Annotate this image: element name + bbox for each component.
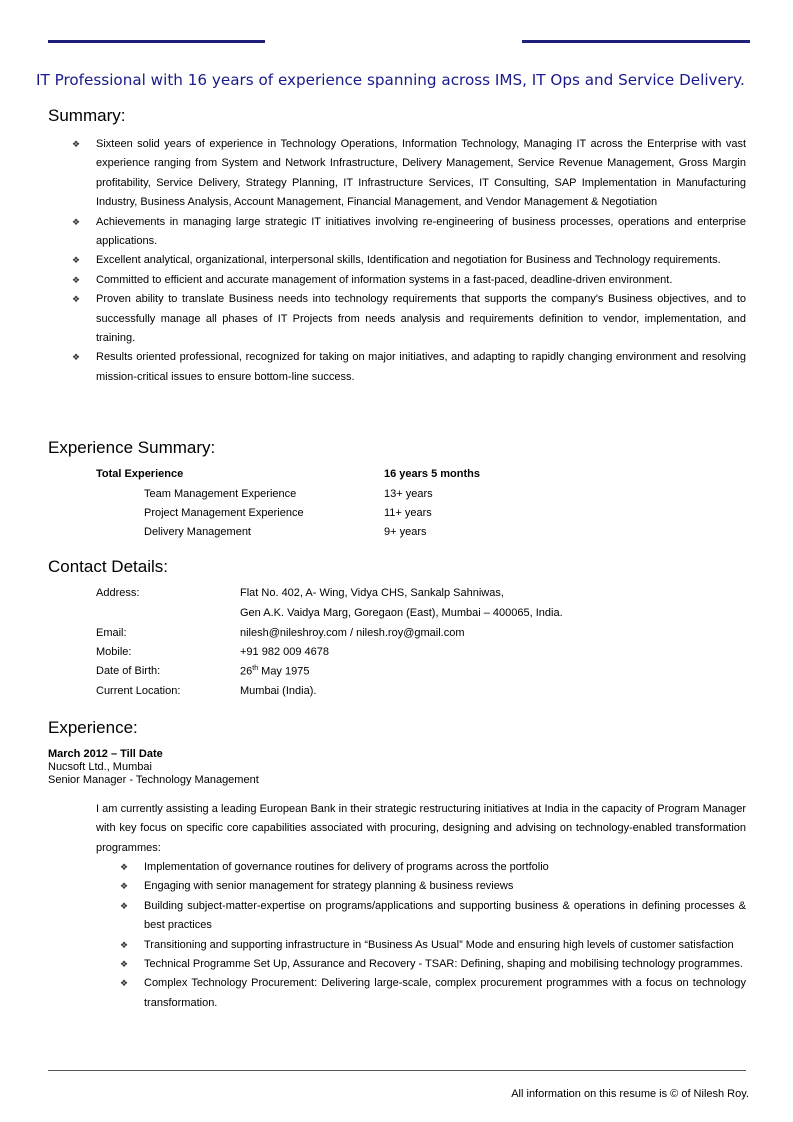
diamond-bullet-icon: ❖	[120, 939, 129, 950]
job-period: March 2012 – Till Date	[48, 748, 163, 760]
list-item: ❖ Implementation of governance routines for delivery of programs across the portfolio	[120, 858, 746, 877]
email-label: Email:	[96, 627, 127, 639]
diamond-bullet-icon: ❖	[120, 900, 129, 911]
project-management-value: 11+ years	[384, 507, 432, 519]
diamond-bullet-icon: ❖	[120, 862, 129, 872]
address-line-2: Gen A.K. Vaidya Marg, Goregaon (East), Mumbai – 400065, India.	[240, 607, 563, 619]
header-rule-left	[48, 40, 265, 43]
list-item: ❖ Technical Programme Set Up, Assurance and Recovery - TSAR: Defining, shaping and mobilising technology programmes.	[120, 955, 746, 974]
diamond-bullet-icon: ❖	[72, 139, 81, 149]
summary-heading: Summary:	[48, 106, 126, 125]
header-rule-right	[522, 40, 750, 43]
job-responsibilities-list	[120, 858, 746, 1013]
email-value: nilesh@nileshroy.com / nilesh.roy@gmail.com	[240, 627, 465, 639]
list-item: ❖ Proven ability to translate Business needs into technology requirements that supports the company's Business objectives, and to successfully manage all phases of IT Projects from needs analysis and requirements definition to vendor, implementation, and training.	[72, 290, 746, 348]
location-label: Current Location:	[96, 685, 181, 697]
list-item: ❖ Engaging with senior management for strategy planning & business reviews	[120, 877, 746, 896]
diamond-bullet-icon: ❖	[72, 255, 81, 266]
experience-summary-heading: Experience Summary:	[48, 438, 216, 457]
diamond-bullet-icon: ❖	[72, 216, 81, 227]
list-item: ❖ Building subject-matter-expertise on programs/applications and supporting business & operations in defining processes & best practices	[120, 897, 746, 936]
job-company: Nucsoft Ltd., Mumbai	[48, 761, 152, 773]
job-role: Senior Manager - Technology Management	[48, 774, 259, 786]
diamond-bullet-icon: ❖	[72, 294, 81, 305]
resume-headline: IT Professional with 16 years of experience spanning across IMS, IT Ops and Service Delivery.	[36, 71, 745, 89]
list-item: ❖ Complex Technology Procurement: Delivering large-scale, complex procurement programmes with a focus on technology transformation.	[120, 974, 746, 1013]
summary-list	[72, 135, 746, 387]
experience-heading: Experience:	[48, 718, 138, 737]
team-management-value: 13+ years	[384, 488, 433, 500]
footer-copyright: All information on this resume is © of Nilesh Roy.	[511, 1088, 749, 1100]
address-line-1: Flat No. 402, A- Wing, Vidya CHS, Sankalp Sahniwas,	[240, 587, 504, 599]
diamond-bullet-icon: ❖	[72, 274, 81, 285]
location-value: Mumbai (India).	[240, 685, 317, 697]
delivery-management-value: 9+ years	[384, 526, 427, 538]
diamond-bullet-icon: ❖	[120, 978, 129, 989]
mobile-value: +91 982 009 4678	[240, 646, 330, 658]
delivery-management-label: Delivery Management	[144, 526, 251, 538]
dob-label: Date of Birth:	[96, 665, 161, 677]
diamond-bullet-icon: ❖	[120, 881, 129, 892]
footer-rule	[48, 1070, 746, 1071]
job-description: I am currently assisting a leading European Bank in their strategic restructuring initiatives at India in the capacity of Program Manager with key focus on specific core capabilities associated with procuring, designing and advising on technology-enabled transformation programmes:	[96, 803, 746, 854]
total-experience-value: 16 years 5 months	[384, 468, 480, 480]
job-header	[48, 748, 259, 787]
list-item: ❖ Committed to efficient and accurate management of information systems in a fast-paced, deadline-driven environment.	[72, 271, 746, 290]
list-item: ❖ Sixteen solid years of experience in Technology Operations, Information Technology, Managing IT across the Enterprise with vast experience ranging from System and Network Infrastructure, Delivery Management, Service Revenue Management, Gross Margin profitability, Service Delivery, Strategy Planning, IT Infrastructure Services, IT Consulting, SAP Implementation in Manufacturing Industry, Business Analysis, Account Management, Financial Management, and Vendor Management & Negotiation	[72, 135, 746, 213]
contact-heading: Contact Details:	[48, 557, 168, 576]
diamond-bullet-icon: ❖	[120, 959, 129, 970]
team-management-label: Team Management Experience	[144, 488, 297, 500]
list-item: ❖ Excellent analytical, organizational, interpersonal skills, Identification and negotiation for Business and Technology requirements.	[72, 251, 746, 270]
list-item: ❖ Achievements in managing large strategic IT initiatives involving re-engineering of business processes, operations and enterprise applications.	[72, 213, 746, 252]
address-label: Address:	[96, 587, 140, 599]
mobile-label: Mobile:	[96, 646, 132, 658]
dob-value: 26th May 1975	[240, 665, 310, 678]
list-item: ❖ Results oriented professional, recognized for taking on major initiatives, and adapting to rapidly changing environment and resolving mission-critical issues to ensure bottom-line success.	[72, 348, 746, 387]
total-experience-label: Total Experience	[96, 468, 184, 480]
project-management-label: Project Management Experience	[144, 507, 304, 519]
diamond-bullet-icon: ❖	[72, 352, 81, 363]
list-item: ❖ Transitioning and supporting infrastructure in “Business As Usual” Mode and ensuring high levels of customer satisfaction	[120, 936, 746, 955]
